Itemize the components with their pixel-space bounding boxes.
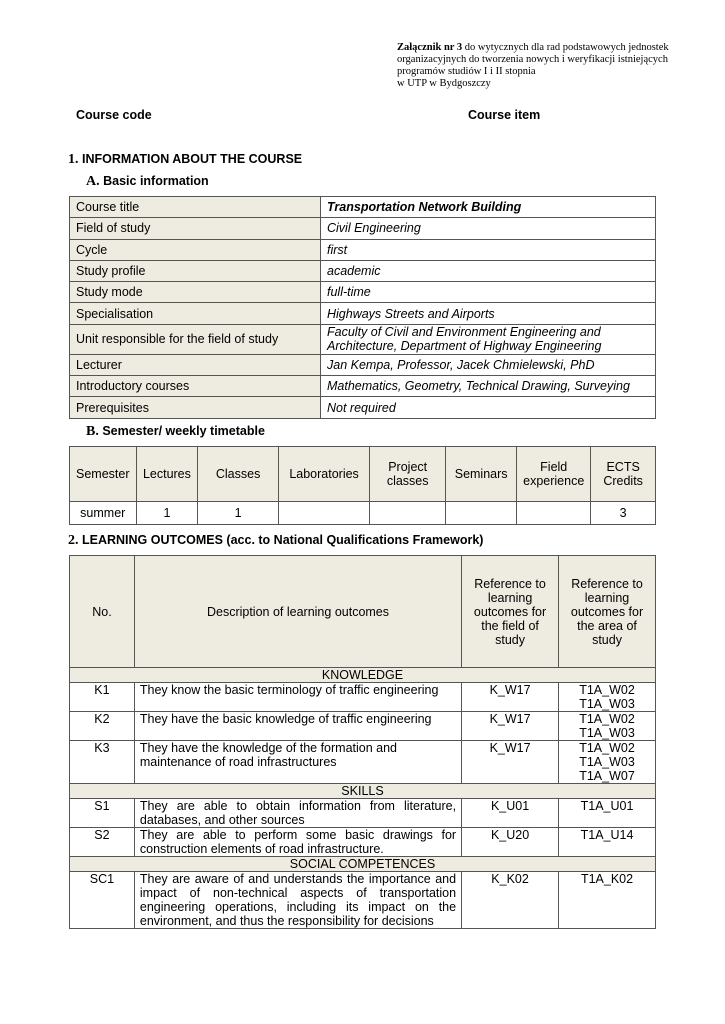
section-2-heading xyxy=(68,533,483,549)
course-code-label: Course code xyxy=(76,108,152,122)
outcome-description: They have the basic knowledge of traffic engineering xyxy=(134,712,461,741)
outcome-area-ref: T1A_W02 T1A_W03 T1A_W07 xyxy=(559,741,656,784)
outcome-description: They are able to perform some basic drawings for construction elements of road infrastructure. xyxy=(134,828,461,857)
basic-info-row xyxy=(70,218,656,239)
subsection-b-heading xyxy=(86,424,265,440)
field-value: Jan Kempa, Professor, Jacek Chmielewski, PhD xyxy=(321,354,656,375)
field-label: Study mode xyxy=(70,282,321,303)
subsection-a-heading xyxy=(86,174,209,190)
outcome-number: K2 xyxy=(70,712,135,741)
field-value: Mathematics, Geometry, Technical Drawing, Surveying xyxy=(321,376,656,397)
field-value: full-time xyxy=(321,282,656,303)
annex-note xyxy=(397,42,697,90)
timetable-cell xyxy=(446,502,517,525)
basic-info-row xyxy=(70,376,656,397)
basic-info-row xyxy=(70,397,656,418)
field-value: first xyxy=(321,239,656,260)
timetable-cell: 3 xyxy=(591,502,656,525)
outcome-group-row xyxy=(70,784,656,799)
outcome-description: They are aware of and understands the importance and impact of non-technical aspects of transportation engineering operations, including its impact on the environment, and thus the responsibility for decisions xyxy=(134,872,461,929)
field-value: Not required xyxy=(321,397,656,418)
outcome-group-row xyxy=(70,857,656,872)
outcome-area-ref: T1A_U01 xyxy=(559,799,656,828)
basic-info-row xyxy=(70,239,656,260)
outcomes-header: Reference to learning outcomes for the area of study xyxy=(559,556,656,668)
outcome-area-ref: T1A_W02 T1A_W03 xyxy=(559,683,656,712)
outcome-field-ref: K_W17 xyxy=(462,712,559,741)
timetable-header: Semester xyxy=(70,447,137,502)
section-title: INFORMATION ABOUT THE COURSE xyxy=(81,152,303,166)
outcomes-header: No. xyxy=(70,556,135,668)
annex-bold: Załącznik nr 3 xyxy=(397,42,463,53)
basic-info-row xyxy=(70,354,656,375)
outcome-field-ref: K_U01 xyxy=(462,799,559,828)
field-value: Faculty of Civil and Environment Engineering and Architecture, Department of Highway Engineering xyxy=(321,324,656,354)
timetable-cell xyxy=(370,502,446,525)
subsection-letter: B. xyxy=(86,424,99,439)
timetable-header: ECTS Credits xyxy=(591,447,656,502)
basic-info-row xyxy=(70,197,656,218)
timetable-header: Classes xyxy=(198,447,279,502)
subsection-title: Basic information xyxy=(103,174,209,188)
timetable-table xyxy=(69,446,656,525)
field-label: Course title xyxy=(70,197,321,218)
outcome-group-name: SKILLS xyxy=(70,784,656,799)
outcome-row xyxy=(70,683,656,712)
field-value: Transportation Network Building xyxy=(321,197,656,218)
outcomes-header: Reference to learning outcomes for the field of study xyxy=(462,556,559,668)
field-value: Highways Streets and Airports xyxy=(321,303,656,324)
outcome-row xyxy=(70,799,656,828)
annex-line: do wytycznych dla rad podstawowych jednostek xyxy=(464,42,669,53)
timetable-cell: summer xyxy=(70,502,137,525)
timetable-cell: 1 xyxy=(136,502,198,525)
field-label: Lecturer xyxy=(70,354,321,375)
field-label: Cycle xyxy=(70,239,321,260)
field-value: academic xyxy=(321,260,656,281)
outcome-field-ref: K_W17 xyxy=(462,741,559,784)
outcome-field-ref: K_K02 xyxy=(462,872,559,929)
section-title: LEARNING OUTCOMES (acc. to National Qualifications Framework) xyxy=(81,533,484,547)
learning-outcomes-table xyxy=(69,555,656,929)
outcomes-header-row xyxy=(70,556,656,668)
basic-information-table xyxy=(69,196,656,419)
outcomes-header: Description of learning outcomes xyxy=(134,556,461,668)
timetable-header: Laboratories xyxy=(278,447,369,502)
field-label: Prerequisites xyxy=(70,397,321,418)
annex-line: organizacyjnych do tworzenia nowych i weryfikacji istniejących xyxy=(397,54,668,65)
outcome-description: They are able to obtain information from literature, databases, and other sources xyxy=(134,799,461,828)
outcome-description: They have the knowledge of the formation and maintenance of road infrastructures xyxy=(134,741,461,784)
outcome-number: K3 xyxy=(70,741,135,784)
course-item-label: Course item xyxy=(468,108,541,122)
timetable-cell xyxy=(517,502,591,525)
field-value: Civil Engineering xyxy=(321,218,656,239)
annex-line: programów studiów I i II stopnia xyxy=(397,66,536,77)
outcome-row xyxy=(70,712,656,741)
subsection-letter: A. xyxy=(86,174,100,189)
outcome-group-name: KNOWLEDGE xyxy=(70,668,656,683)
outcome-group-row xyxy=(70,668,656,683)
outcome-area-ref: T1A_U14 xyxy=(559,828,656,857)
outcome-row xyxy=(70,828,656,857)
outcome-row xyxy=(70,872,656,929)
timetable-header: Seminars xyxy=(446,447,517,502)
outcome-number: S2 xyxy=(70,828,135,857)
basic-info-row xyxy=(70,303,656,324)
outcome-field-ref: K_W17 xyxy=(462,683,559,712)
subsection-title: Semester/ weekly timetable xyxy=(102,424,265,438)
field-label: Field of study xyxy=(70,218,321,239)
field-label: Introductory courses xyxy=(70,376,321,397)
timetable-cell xyxy=(278,502,369,525)
annex-line: w UTP w Bydgoszczy xyxy=(397,78,491,89)
outcome-number: S1 xyxy=(70,799,135,828)
outcome-number: SC1 xyxy=(70,872,135,929)
basic-info-row xyxy=(70,260,656,281)
field-label: Specialisation xyxy=(70,303,321,324)
outcome-number: K1 xyxy=(70,683,135,712)
timetable-cell: 1 xyxy=(198,502,279,525)
section-1-heading xyxy=(68,152,302,168)
outcome-area-ref: T1A_W02 T1A_W03 xyxy=(559,712,656,741)
outcome-field-ref: K_U20 xyxy=(462,828,559,857)
field-label: Unit responsible for the field of study xyxy=(70,324,321,354)
timetable-header: Lectures xyxy=(136,447,198,502)
section-number: 2. xyxy=(68,533,79,548)
basic-info-row xyxy=(70,324,656,354)
outcome-group-name: SOCIAL COMPETENCES xyxy=(70,857,656,872)
section-number: 1. xyxy=(68,152,79,167)
basic-info-row xyxy=(70,282,656,303)
outcome-area-ref: T1A_K02 xyxy=(559,872,656,929)
field-label: Study profile xyxy=(70,260,321,281)
timetable-header: Field experience xyxy=(517,447,591,502)
outcome-description: They know the basic terminology of traffic engineering xyxy=(134,683,461,712)
timetable-header: Project classes xyxy=(370,447,446,502)
outcome-row xyxy=(70,741,656,784)
